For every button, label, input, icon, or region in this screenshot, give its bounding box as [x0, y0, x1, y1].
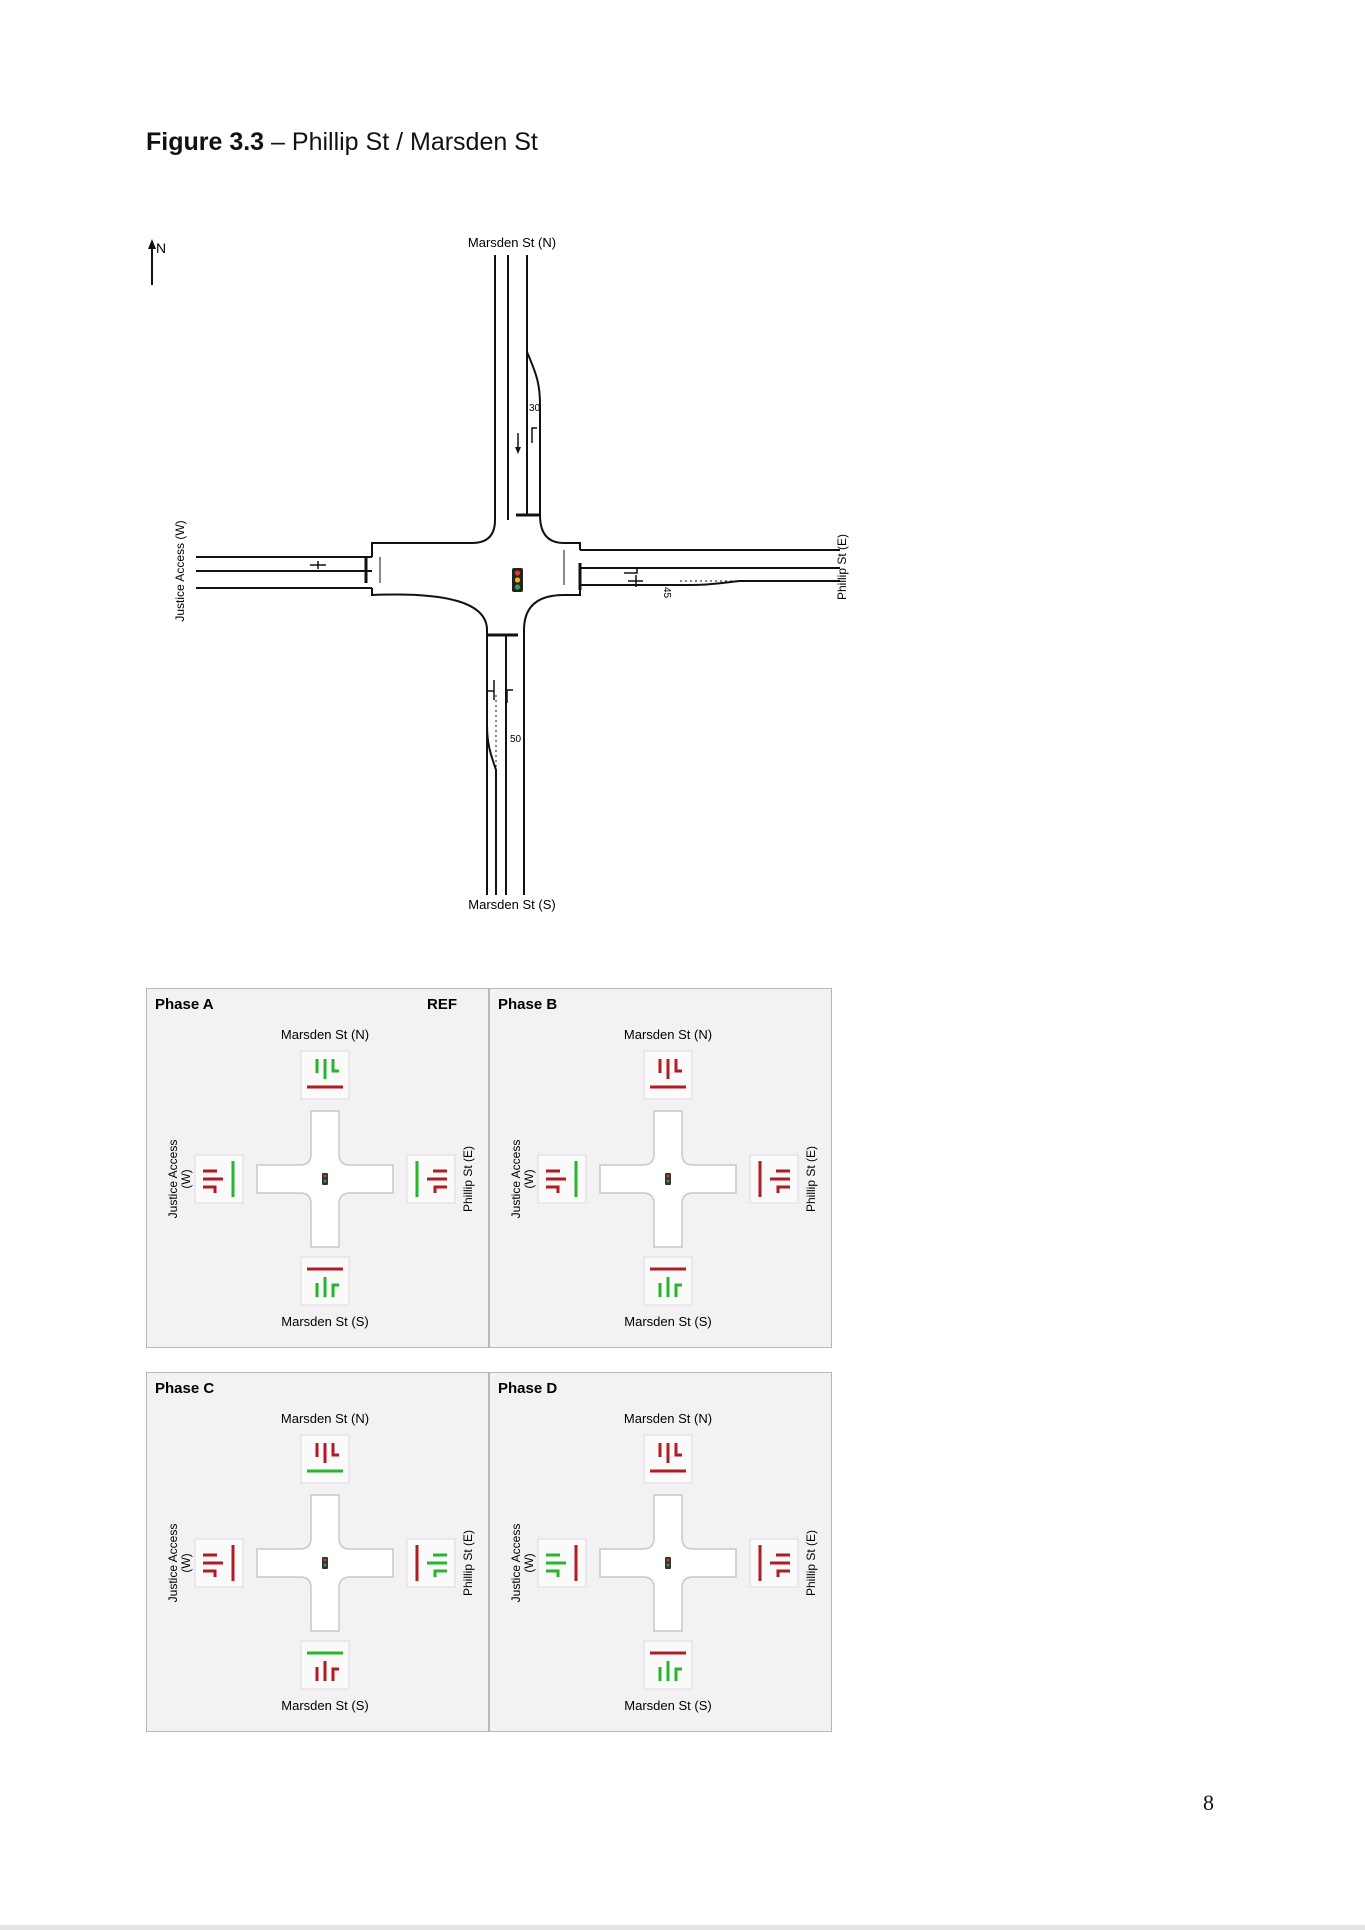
figure-caption — [146, 128, 538, 157]
layout-west-label: Justice Access (W) — [173, 520, 187, 622]
figure-title: Phillip St / Marsden St — [291, 128, 538, 156]
phase-panel-c — [146, 1372, 489, 1732]
phase-west-label-line2: (W) — [179, 1553, 193, 1573]
north-movement-box — [301, 1435, 349, 1483]
phase-d-diagram — [490, 1373, 833, 1733]
east-short-lane-length: 45 — [661, 587, 672, 599]
traffic-light-icon — [665, 1557, 671, 1569]
intersection-layout-diagram — [140, 225, 880, 925]
north-arrow-label: N — [156, 240, 167, 256]
phase-south-label: Marsden St (S) — [624, 1698, 712, 1713]
phase-south-label: Marsden St (S) — [281, 1698, 369, 1713]
phase-ref-tag: REF — [427, 996, 457, 1013]
phase-name: Phase A — [155, 996, 214, 1013]
page-bottom-edge — [0, 1925, 1365, 1930]
north-movement-box — [301, 1051, 349, 1099]
phase-panel-a — [146, 988, 489, 1348]
west-movement-box — [538, 1155, 586, 1203]
north-short-lane-length: 30 — [529, 403, 541, 414]
phase-west-label-line1: Justice Access — [166, 1139, 180, 1219]
east-movement-box — [407, 1155, 455, 1203]
south-movement-box — [301, 1641, 349, 1689]
south-movement-box — [301, 1257, 349, 1305]
phase-south-label: Marsden St (S) — [281, 1314, 369, 1329]
phase-north-label: Marsden St (N) — [280, 1027, 370, 1042]
phase-west-label-line1: Justice Access — [509, 1139, 523, 1219]
phase-east-label: Phillip St (E) — [804, 1529, 818, 1597]
layout-east-label: Phillip St (E) — [835, 533, 849, 601]
phase-west-label-line2: (W) — [522, 1169, 536, 1189]
phase-a-diagram — [147, 989, 490, 1349]
phase-east-label: Phillip St (E) — [461, 1145, 475, 1213]
phase-north-label: Marsden St (N) — [623, 1027, 713, 1042]
phase-west-label-line1: Justice Access — [509, 1523, 523, 1603]
west-movement-box — [195, 1539, 243, 1587]
north-movement-box — [644, 1435, 692, 1483]
west-movement-box — [195, 1155, 243, 1203]
north-movement-box — [644, 1051, 692, 1099]
page-number: 8 — [1203, 1790, 1214, 1815]
phase-name: Phase B — [498, 996, 558, 1013]
east-movement-box — [407, 1539, 455, 1587]
south-short-lane-length: 50 — [510, 734, 522, 745]
figure-separator: – — [264, 128, 292, 156]
phase-west-label-line2: (W) — [522, 1553, 536, 1573]
phase-name: Phase C — [155, 1380, 215, 1397]
phase-south-label: Marsden St (S) — [624, 1314, 712, 1329]
phase-panel-b — [489, 988, 832, 1348]
figure-label: Figure 3.3 — [146, 128, 265, 156]
phase-name: Phase D — [498, 1380, 558, 1397]
layout-north-label: Marsden St (N) — [467, 235, 557, 250]
traffic-light-icon — [322, 1557, 328, 1569]
south-movement-box — [644, 1641, 692, 1689]
phase-c-diagram — [147, 1373, 490, 1733]
west-movement-box — [538, 1539, 586, 1587]
layout-south-label: Marsden St (S) — [468, 897, 556, 912]
east-movement-box — [750, 1155, 798, 1203]
phase-west-label-line1: Justice Access — [166, 1523, 180, 1603]
south-movement-box — [644, 1257, 692, 1305]
traffic-light-icon — [665, 1173, 671, 1185]
phase-b-diagram — [490, 989, 833, 1349]
phase-west-label-line2: (W) — [179, 1169, 193, 1189]
traffic-light-icon — [512, 568, 523, 592]
phase-east-label: Phillip St (E) — [804, 1145, 818, 1213]
phase-north-label: Marsden St (N) — [623, 1411, 713, 1426]
traffic-light-icon — [322, 1173, 328, 1185]
phase-panel-d — [489, 1372, 832, 1732]
east-movement-box — [750, 1539, 798, 1587]
phase-north-label: Marsden St (N) — [280, 1411, 370, 1426]
phase-east-label: Phillip St (E) — [461, 1529, 475, 1597]
